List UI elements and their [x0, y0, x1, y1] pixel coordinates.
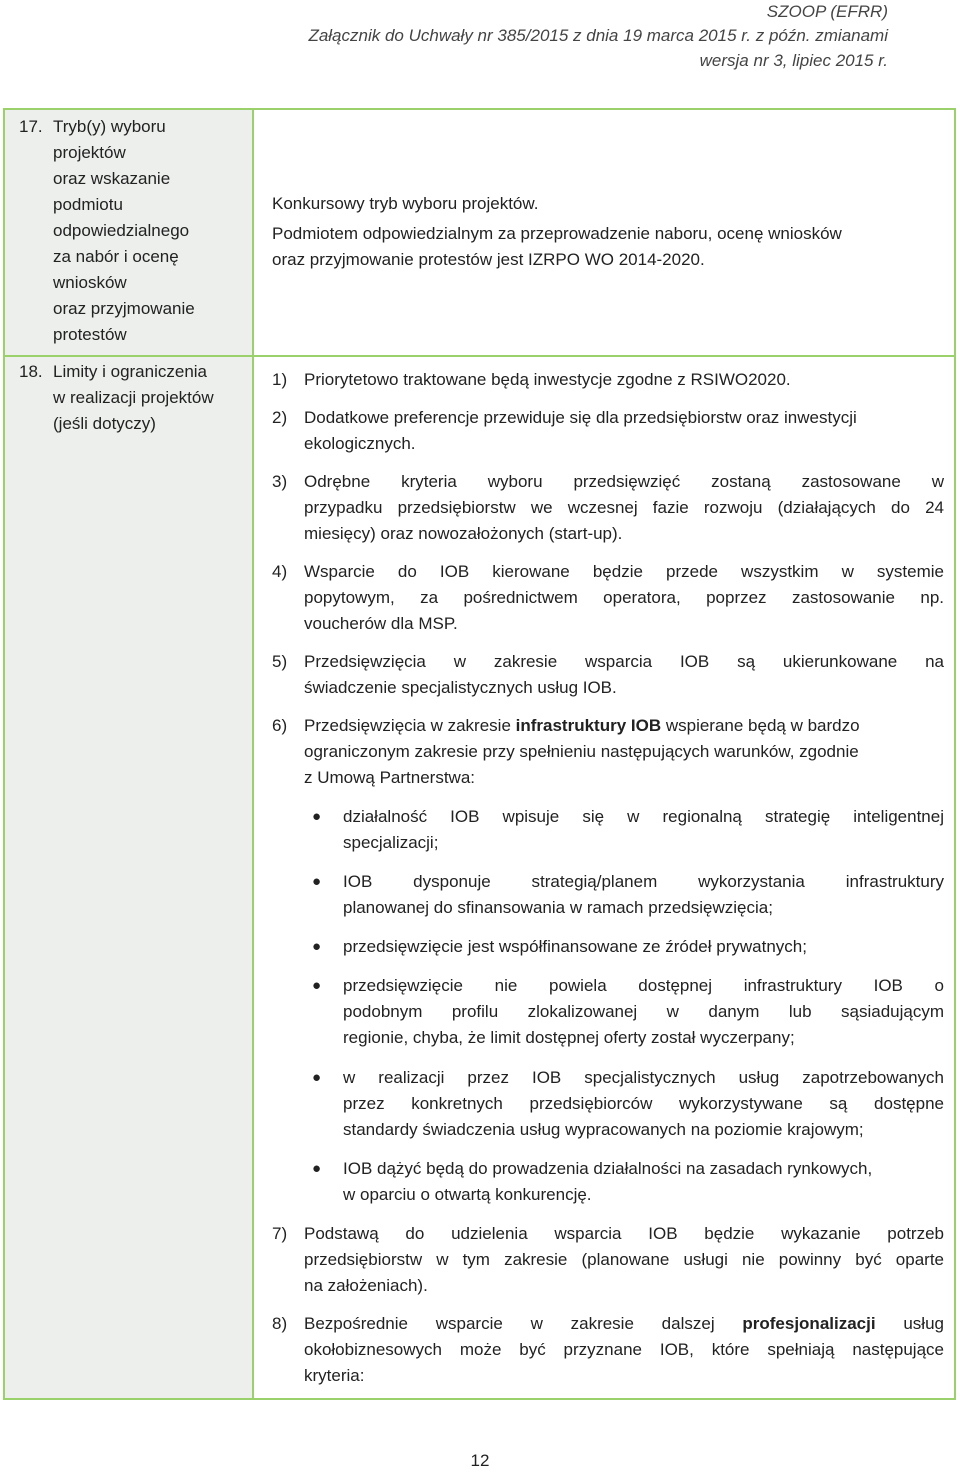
- item-number: 3): [272, 472, 288, 491]
- item-line: popytowym, za pośrednictwem operatora, poprzez zastosowanie np.: [304, 588, 944, 607]
- item-line: przypadku przedsiębiorstw we wczesnej fazie rozwoju (działających do 24: [304, 498, 944, 517]
- item-line: Wsparcie do IOB kierowane będzie przede wszystkim w systemie: [304, 562, 944, 581]
- criterion-item-1: [272, 367, 944, 393]
- item-17-line: oraz wskazanie: [53, 169, 171, 188]
- item-line: ekologicznych.: [304, 434, 416, 453]
- row-17-text: Podmiotem odpowiedzialnym za przeprowadzenie naboru, ocenę wniosków: [272, 224, 842, 243]
- bullet-line: w realizacji przez IOB specjalistycznych usług zapotrzebowanych: [343, 1068, 944, 1087]
- item-number: 7): [272, 1224, 288, 1243]
- condition-bullet: [312, 1156, 944, 1208]
- bullet-line: standardy świadczenia usług wypracowanych na poziomie krajowym;: [343, 1120, 864, 1139]
- bullet-line: regionie, chyba, że limit dostępnej oferty został wyczerpany;: [343, 1028, 795, 1047]
- item-line: Podstawą do udzielenia wsparcia IOB będzie wykazanie potrzeb: [304, 1224, 944, 1243]
- condition-bullet: [312, 869, 944, 921]
- item-18-line: (jeśli dotyczy): [53, 414, 156, 433]
- bullet-icon: ●: [312, 873, 322, 890]
- criterion-item-6: [272, 713, 944, 791]
- item-line: Dodatkowe preferencje przewiduje się dla przedsiębiorstw oraz inwestycji: [304, 408, 857, 427]
- bullet-line: w oparciu o otwartą konkurencję.: [343, 1185, 592, 1204]
- criterion-item-4: [272, 559, 944, 637]
- item-line: miesięcy) oraz nowozałożonych (start-up).: [304, 524, 623, 543]
- item-17-line: projektów: [53, 143, 126, 162]
- bullet-line: działalność IOB wpisuje się w regionalną strategię inteligentnej: [343, 807, 944, 826]
- item-17-line: protestów: [53, 325, 127, 344]
- bullet-line: przez konkretnych przedsiębiorców wykorzystywane są dostępne: [343, 1094, 944, 1113]
- bullet-line: podobnym profilu zlokalizowanej w danym lub sąsiadującym: [343, 1002, 944, 1021]
- item-text: usług: [875, 1314, 944, 1333]
- bullet-icon: ●: [312, 1160, 322, 1177]
- item-17-number: 17.: [19, 117, 43, 136]
- item-line: Odrębne kryteria wyboru przedsięwzięć zostaną zastosowane w: [304, 472, 944, 491]
- item-18-number: 18.: [19, 362, 43, 381]
- item-17-line: oraz przyjmowanie: [53, 299, 195, 318]
- row-17-text: Konkursowy tryb wyboru projektów.: [272, 194, 539, 213]
- item-line: z Umową Partnerstwa:: [304, 768, 475, 787]
- criterion-item-5: [272, 649, 944, 701]
- criterion-item-8: [272, 1311, 944, 1389]
- item-18-line: Limity i ograniczenia: [53, 362, 208, 381]
- item-18-line: w realizacji projektów: [53, 388, 214, 407]
- header-doc-code: SZOOP (EFRR): [766, 2, 888, 21]
- header-version-line: wersja nr 3, lipiec 2015 r.: [699, 51, 888, 70]
- criterion-item-2: [272, 405, 944, 457]
- item-number: 1): [272, 370, 288, 389]
- bullet-line: planowanej do sfinansowania w ramach przedsięwzięcia;: [343, 898, 773, 917]
- item-17-line: podmiotu: [53, 195, 123, 214]
- item-number: 6): [272, 716, 288, 735]
- bullet-icon: ●: [312, 977, 322, 994]
- item-line: okołobiznesowych może być przyznane IOB, które spełniają następujące: [304, 1340, 944, 1359]
- item-17-line: za nabór i ocenę: [53, 247, 179, 266]
- condition-bullet: [312, 804, 944, 856]
- bold-term: profesjonalizacji: [742, 1314, 876, 1333]
- item-line: kryteria:: [304, 1366, 365, 1385]
- item-number: 2): [272, 408, 288, 427]
- item-number: 8): [272, 1314, 288, 1333]
- item-17-line: wniosków: [53, 273, 127, 292]
- bullet-icon: ●: [312, 808, 322, 825]
- item-line: ograniczonym zakresie przy spełnieniu następujących warunków, zgodnie: [304, 742, 859, 761]
- condition-bullet: [312, 934, 944, 960]
- criterion-item-7: [272, 1221, 944, 1299]
- item-17-line: odpowiedzialnego: [53, 221, 190, 240]
- bullet-line: specjalizacji;: [343, 833, 439, 852]
- item-line: Priorytetowo traktowane będą inwestycje zgodne z RSIWO2020.: [304, 370, 791, 389]
- item-line: Przedsięwzięcia w zakresie wsparcia IOB są ukierunkowane na: [304, 652, 944, 671]
- row-17-text: oraz przyjmowanie protestów jest IZRPO WO 2014-2020.: [272, 250, 705, 269]
- row-divider: [5, 355, 954, 357]
- bullet-line: przedsięwzięcie jest współfinansowane ze źródeł prywatnych;: [343, 937, 807, 956]
- item-line: na założeniach).: [304, 1276, 428, 1295]
- item-text: Przedsięwzięcia w zakresie: [304, 716, 516, 735]
- item-text: Bezpośrednie wsparcie w zakresie dalszej: [304, 1314, 743, 1333]
- bullet-line: IOB dysponuje strategią/planem wykorzystania infrastruktury: [343, 872, 944, 891]
- bullet-icon: ●: [312, 1069, 322, 1086]
- item-line: świadczenie specjalistycznych usług IOB.: [304, 678, 617, 697]
- bullet-line: przedsięwzięcie nie powiela dostępnej infrastruktury IOB o: [343, 976, 944, 995]
- item-text: wspierane będą w bardzo: [661, 716, 860, 735]
- item-number: 4): [272, 562, 288, 581]
- bold-term: infrastruktury IOB: [515, 716, 662, 735]
- bullet-line: IOB dążyć będą do prowadzenia działalności na zasadach rynkowych,: [343, 1159, 873, 1178]
- header-attachment-line: Załącznik do Uchwały nr 385/2015 z dnia 19 marca 2015 r. z późn. zmianami: [308, 26, 888, 45]
- condition-bullet: [312, 973, 944, 1051]
- item-17-label: [19, 114, 195, 348]
- item-line: przedsiębiorstw w tym zakresie (planowane usługi nie powinny być oparte: [304, 1250, 944, 1269]
- bullet-icon: ●: [312, 938, 322, 955]
- item-number: 5): [272, 652, 288, 671]
- criterion-item-3: [272, 469, 944, 547]
- item-17-line: Tryb(y) wyboru: [53, 117, 166, 136]
- page-number: 12: [470, 1451, 490, 1470]
- item-18-label: [19, 359, 214, 437]
- item-line: voucherów dla MSP.: [304, 614, 458, 633]
- left-label-column: [5, 110, 254, 1398]
- condition-bullet: [312, 1065, 944, 1143]
